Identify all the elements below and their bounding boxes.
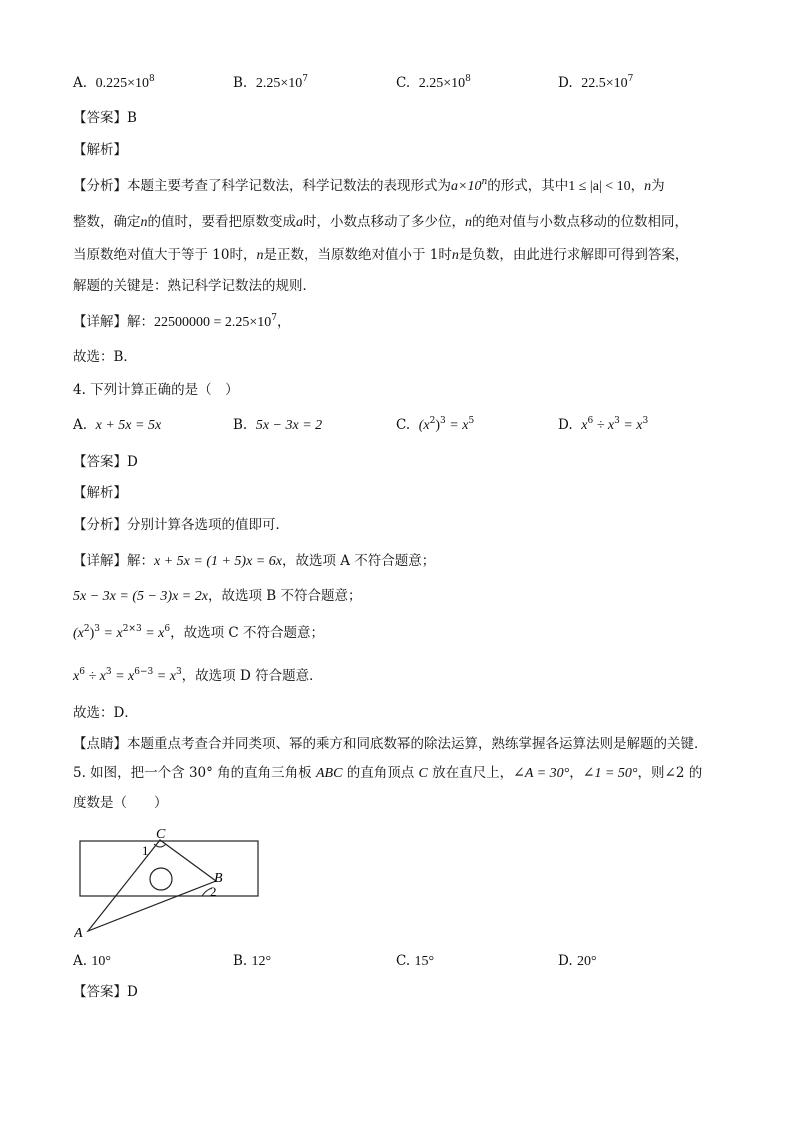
q5-figure [74, 824, 274, 944]
q5-option-d: D. 20° [558, 953, 597, 969]
q5-answer: 【答案】D [73, 984, 138, 1000]
q3-option-b: B. $2.25\times 10^7$ [233, 74, 308, 91]
q4-option-d: D. $x^6 \div x^3 = x^3$ [558, 416, 649, 433]
q4-detail-line2: 5x − 3x = (5 − 3)x = 2x，故选项 B 不符合题意； [73, 588, 362, 604]
q3-option-a: A. $0.225\times 10^8$ [73, 74, 155, 91]
q3-fenxi-line4: 解题的关键是：熟记科学记数法的规则． [73, 278, 316, 294]
option-value: 22.5×10 [581, 76, 628, 91]
q4-dianjing: 【点睛】本题重点考查合并同类项、幂的乘方和同底数幂的除法运算，熟练掌握各运算法则是解题的关键． [73, 736, 708, 752]
q4-answer: 【答案】D [73, 454, 138, 470]
q5-option-a: A. 10° [73, 953, 111, 969]
q5-option-c: C. 15° [396, 953, 435, 969]
option-value: 0.225×10 [95, 76, 150, 91]
option-value: 2.25×10 [255, 76, 303, 91]
q3-fenxi-line3: 当原数绝对值大于等于 10时，n是正数，当原数绝对值小于 1时n是负数，由此进行求解即可得到答案， [73, 247, 689, 263]
q3-option-d: D. $22.5\times 10^7$ [558, 74, 634, 91]
label-angle-2: 2 [210, 884, 217, 899]
label-angle-1: 1 [142, 843, 149, 858]
q3-choose: 故选：B． [73, 349, 137, 365]
q4-choose: 故选：D． [73, 705, 138, 721]
q3-fenxi-line1: 【分析】本题主要考查了科学记数法，科学记数法的表现形式为$a\times 10^n$的形式，其中1 ≤ |a| < 10，n为 [73, 177, 665, 194]
q5-stem-line1: 5. 如图，把一个含 30° 角的直角三角板 ABC 的直角顶点 C 放在直尺上，∠A = 30°，∠1 = 50°，则∠2 的 [73, 765, 703, 781]
q3-option-c: C. $2.25\times 10^8$ [396, 74, 471, 91]
q3-detail: 【详解】解：$22500000 = 2.25\times 10^7$， [73, 313, 291, 330]
option-value: 2.25×10 [418, 76, 466, 91]
q4-option-c: C. $(x^2)^3 = x^5$ [396, 416, 475, 433]
label-c: C [156, 827, 166, 842]
q5-option-b: B. 12° [233, 953, 272, 969]
q4-detail-line1: 【详解】解：x + 5x = (1 + 5)x = 6x，故选项 A 不符合题意； [73, 553, 436, 569]
triangle-hole [150, 868, 172, 890]
q4-option-a: A. x + 5x = 5x [73, 417, 162, 433]
q4-analysis-heading: 【解析】 [73, 485, 127, 501]
q5-stem-line2: 度数是（ ） [73, 795, 168, 811]
ruler [80, 841, 258, 896]
q4-detail-line4: $x^6 \div x^3 = x^{6-3} = x^3$，故选项 D 符合题意． [73, 667, 323, 684]
label-b: B [214, 871, 223, 886]
q3-answer: 【答案】B [73, 110, 137, 126]
q3-analysis-heading: 【解析】 [73, 142, 127, 158]
q4-fenxi: 【分析】分别计算各选项的值即可． [73, 517, 289, 533]
q4-stem: 4. 下列计算正确的是（ ） [73, 382, 239, 398]
q4-detail-line3: $(x^2)^3 = x^{2\times 3} = x^6$，故选项 C 不符合题意； [73, 624, 325, 641]
label-a: A [74, 926, 83, 941]
q3-fenxi-line2: 整数，确定n的值时，要看把原数变成a时，小数点移动了多少位，n的绝对值与小数点移动的位数相同， [73, 214, 688, 230]
q4-option-b: B. 5x − 3x = 2 [233, 417, 323, 433]
